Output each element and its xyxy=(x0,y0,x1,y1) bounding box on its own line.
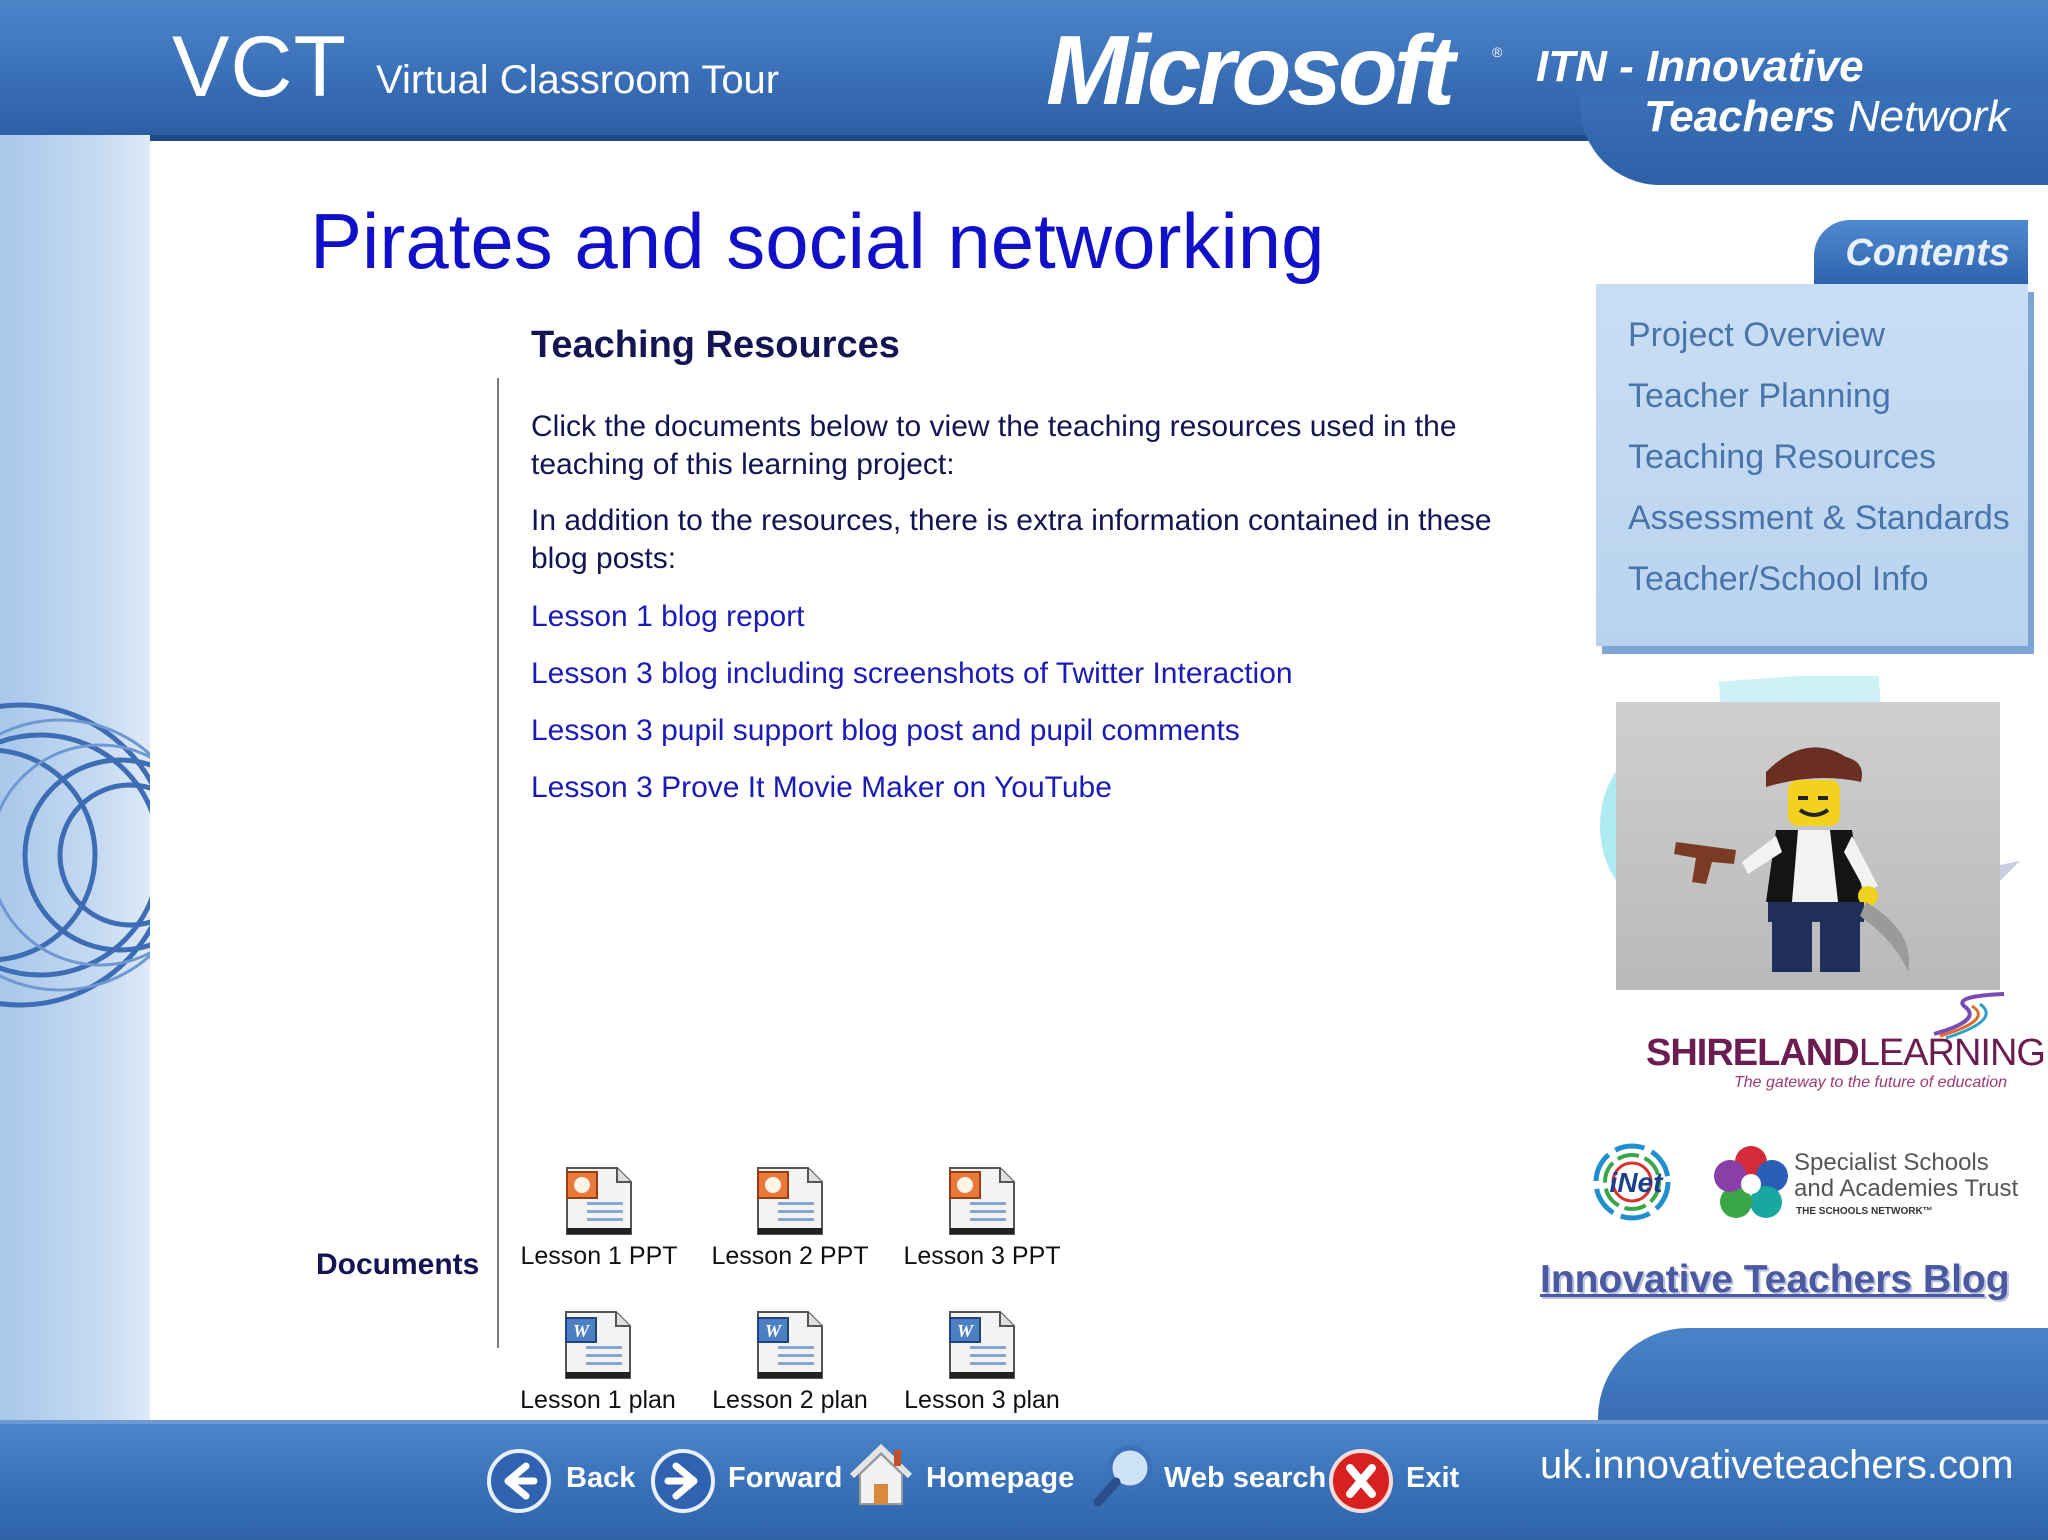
left-decorative-band xyxy=(0,135,150,1425)
documents-label: Documents xyxy=(316,1248,480,1281)
doc-lesson1-ppt[interactable] xyxy=(504,1166,694,1271)
contents-item-teaching-resources[interactable]: Teaching Resources xyxy=(1628,438,1937,476)
shireland-tagline: The gateway to the future of education xyxy=(1734,1074,2008,1091)
vertical-divider xyxy=(497,378,499,1348)
forward-button[interactable] xyxy=(650,1448,843,1508)
shireland-learning-logo xyxy=(1646,1032,2045,1075)
itn-network: Network xyxy=(1835,92,2010,141)
pirate-minifigure-photo xyxy=(1616,702,2000,990)
link-lesson1-blog-report[interactable]: Lesson 1 blog report xyxy=(531,600,805,633)
ssat-subtitle: THE SCHOOLS NETWORK™ xyxy=(1796,1206,1933,1217)
powerpoint-file-icon xyxy=(563,1166,635,1236)
contents-tab xyxy=(1814,220,2028,286)
contents-item-project-overview[interactable]: Project Overview xyxy=(1628,316,1885,354)
intro-text: Click the documents below to view the teaching resources used in the teaching of this learning project: xyxy=(531,410,1457,481)
back-button[interactable] xyxy=(486,1448,636,1508)
magnifier-icon xyxy=(1090,1440,1160,1510)
svg-text:W: W xyxy=(572,1321,590,1341)
itn-title-line2 xyxy=(1644,92,2009,142)
web-search-button[interactable] xyxy=(1090,1448,1327,1508)
contents-menu xyxy=(1596,284,2028,646)
homepage-label: Homepage xyxy=(926,1462,1075,1494)
doc-lesson1-plan[interactable] xyxy=(503,1310,693,1415)
doc-lesson3-ppt[interactable] xyxy=(887,1166,1077,1271)
microsoft-logo: Microsoft xyxy=(1046,15,1451,125)
innovative-teachers-blog-link[interactable]: Innovative Teachers Blog xyxy=(1540,1258,2010,1301)
doc-lesson2-ppt[interactable] xyxy=(695,1166,885,1271)
house-icon xyxy=(846,1440,916,1510)
doc-label: Lesson 3 PPT xyxy=(903,1242,1061,1270)
word-file-icon xyxy=(754,1310,826,1380)
ssat-line2: and Academies Trust xyxy=(1794,1175,2019,1202)
doc-label: Lesson 2 PPT xyxy=(711,1242,869,1270)
word-file-icon xyxy=(946,1310,1018,1380)
contents-title: Contents xyxy=(1845,232,2010,274)
powerpoint-file-icon xyxy=(754,1166,826,1236)
registered-mark: ® xyxy=(1492,44,1503,60)
vct-logo: VCT xyxy=(172,19,347,115)
shireland-light: LEARNING xyxy=(1858,1032,2045,1074)
ssat-line1: Specialist Schools xyxy=(1794,1149,1989,1176)
forward-arrow-icon xyxy=(650,1448,716,1514)
doc-label: Lesson 1 PPT xyxy=(520,1242,678,1270)
svg-text:W: W xyxy=(956,1321,974,1341)
extra-info-text: In addition to the resources, there is extra information contained in these blog posts: xyxy=(531,504,1492,575)
site-url: uk.innovativeteachers.com xyxy=(1540,1443,2014,1487)
svg-text:W: W xyxy=(764,1321,782,1341)
back-label: Back xyxy=(566,1462,636,1494)
exit-button[interactable] xyxy=(1328,1448,1468,1508)
homepage-button[interactable] xyxy=(846,1448,1076,1508)
vct-subtitle: Virtual Classroom Tour xyxy=(376,58,780,102)
page-title: Pirates and social networking xyxy=(310,197,1325,285)
exit-label: Exit xyxy=(1406,1462,1460,1494)
doc-lesson3-plan[interactable] xyxy=(887,1310,1077,1415)
back-arrow-icon xyxy=(486,1448,552,1514)
doc-label: Lesson 1 plan xyxy=(520,1386,676,1414)
rings-decoration-icon xyxy=(0,555,150,1175)
powerpoint-file-icon xyxy=(946,1166,1018,1236)
forward-label: Forward xyxy=(728,1462,843,1494)
link-lesson3-youtube[interactable]: Lesson 3 Prove It Movie Maker on YouTube xyxy=(531,771,1112,804)
ssat-name xyxy=(1794,1150,2018,1202)
itn-teachers: Teachers xyxy=(1644,92,1836,141)
ssat-flower-logo-icon xyxy=(1712,1144,1790,1222)
header-bar xyxy=(0,0,2048,141)
inet-logo-icon xyxy=(1582,1142,1688,1222)
doc-label: Lesson 3 plan xyxy=(904,1386,1060,1414)
svg-text:iNet: iNet xyxy=(1609,1167,1663,1198)
contents-item-assessment-standards[interactable]: Assessment & Standards xyxy=(1628,499,2010,537)
doc-lesson2-plan[interactable] xyxy=(695,1310,885,1415)
shireland-bold: SHIRELAND xyxy=(1646,1032,1859,1074)
link-lesson3-pupil-support[interactable]: Lesson 3 pupil support blog post and pupil comments xyxy=(531,714,1240,747)
word-file-icon xyxy=(562,1310,634,1380)
itn-title-line1: ITN - Innovative xyxy=(1536,42,1864,91)
web-search-label: Web search xyxy=(1164,1462,1327,1494)
link-lesson3-twitter-blog[interactable]: Lesson 3 blog including screenshots of Twitter Interaction xyxy=(531,657,1293,690)
contents-item-teacher-planning[interactable]: Teacher Planning xyxy=(1628,377,1891,415)
contents-item-teacher-school-info[interactable]: Teacher/School Info xyxy=(1628,560,1929,598)
section-title: Teaching Resources xyxy=(531,324,900,366)
pirate-figure-image xyxy=(1616,702,2000,990)
exit-x-icon xyxy=(1328,1448,1394,1514)
doc-label: Lesson 2 plan xyxy=(712,1386,868,1414)
